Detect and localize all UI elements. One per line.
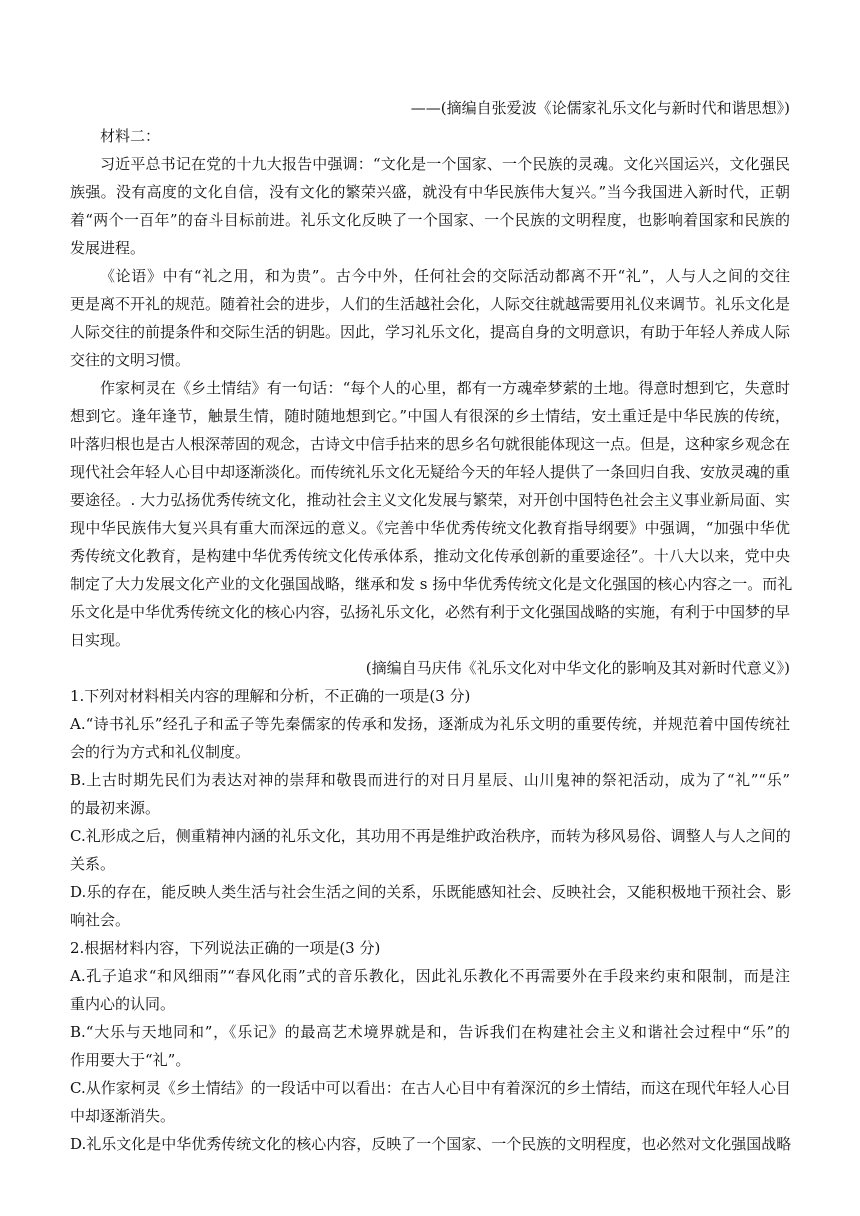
- question-1-option-c: C.礼形成之后，侧重精神内涵的礼乐文化，其功用不再是维护政治秩序，而转为移风易俗、调整人与人之间的: [70, 827, 791, 845]
- para3-line: 日实现。: [70, 631, 131, 649]
- para2-line: 《论语》中有“礼之用，和为贵”。古今中外，任何社会的交际活动都离不开“礼”，人与人之间的交往: [100, 267, 790, 285]
- para3-line: 乐文化是中华优秀传统文化的核心内容，弘扬礼乐文化，必然有利于文化强国战略的实施，有利于中国梦的早: [70, 603, 791, 621]
- question-1-option-d-cont: 响社会。: [70, 911, 131, 929]
- question-1-option-d: D.乐的存在，能反映人类生活与社会生活之间的关系，乐既能感知社会、反映社会，又能积极地干预社会、影: [70, 883, 792, 901]
- question-1-option-a-cont: 会的行为方式和礼仪制度。: [70, 743, 251, 761]
- para3-line: 作家柯灵在《乡土情结》有一句话：“每个人的心里，都有一方魂牵梦萦的土地。得意时想到它，失意时: [100, 379, 790, 397]
- question-2-option-a: A.孔子追求“和风细雨”“春风化雨”式的音乐教化，因此礼乐教化不再需要外在手段来约束和限制，而是注: [70, 967, 790, 985]
- para3-line: 秀传统文化教育，是构建中华优秀传统文化传承体系，推动文化传承创新的重要途径”。十八大以来，党中央: [70, 547, 790, 565]
- para1-line: 着“两个一百年”的奋斗目标前进。礼乐文化反映了一个国家、一个民族的文明程度，也影响着国家和民族的: [70, 211, 790, 229]
- para1-line: 族强。没有高度的文化自信，没有文化的繁荣兴盛，就没有中华民族伟大复兴。”当今我国进入新时代，正朝: [70, 183, 790, 201]
- para3-line: 要途径。. 大力弘扬优秀传统文化，推动社会主义文化发展与繁荣，对开创中国特色社会主义事业新局面、实: [70, 491, 790, 509]
- question-1-option-c-cont: 关系。: [70, 855, 116, 873]
- para2-line: 更是离不开礼的规范。随着社会的进步，人们的生活越社会化，人际交往就越需要用礼仪来调节。礼乐文化是: [70, 295, 791, 313]
- source-citation-1: ——(摘编自张爱波《论儒家礼乐文化与新时代和谐思想》): [410, 99, 790, 117]
- para3-line: 叶落归根也是古人根深蒂固的观念，古诗文中信手拈来的思乡名句就很能体现这一点。但是，这种家乡观念在: [70, 435, 791, 453]
- para3-line: 现代社会年轻人心目中却逐渐淡化。而传统礼乐文化无疑给今天的年轻人提供了一条回归自我、安放灵魂的重: [70, 463, 791, 481]
- question-2-option-b: B.“大乐与天地同和”，《乐记》的最高艺术境界就是和，告诉我们在构建社会主义和谐社会过程中“乐”的: [70, 1023, 790, 1041]
- para2-line: 交往的文明习惯。: [70, 351, 191, 369]
- question-2-option-d: D.礼乐文化是中华优秀传统文化的核心内容，反映了一个国家、一个民族的文明程度，也必然对文化强国战略: [70, 1135, 792, 1153]
- para2-line: 人际交往的前提条件和交际生活的钥匙。因此，学习礼乐文化，提高自身的文明意识，有助于年轻人养成人际: [70, 323, 791, 341]
- question-2-option-c: C.从作家柯灵《乡土情结》的一段话中可以看出：在古人心目中有着深沉的乡土情结，而这在现代年轻人心目: [70, 1079, 791, 1097]
- para3-line: 制定了大力发展文化产业的文化强国战略，继承和发 s 扬中华优秀传统文化是文化强国的核心内容之一。而礼: [70, 575, 793, 593]
- question-1-stem: 1.下列对材料相关内容的理解和分析，不正确的一项是(3 分): [70, 687, 471, 705]
- question-2-stem: 2.根据材料内容，下列说法正确的一项是(3 分): [70, 939, 381, 957]
- material-2-heading: 材料二：: [100, 127, 161, 145]
- para1-line: 习近平总书记在党的十九大报告中强调：“文化是一个国家、一个民族的灵魂。文化兴国运兴，文化强民: [100, 155, 790, 173]
- question-2-option-a-cont: 重内心的认同。: [70, 995, 176, 1013]
- para3-line: 现中华民族伟大复兴具有重大而深远的意义。《完善中华优秀传统文化教育指导纲要》中强调，“加强中华优: [70, 519, 790, 537]
- para1-line: 发展进程。: [70, 239, 146, 257]
- question-1-option-b-cont: 的最初来源。: [70, 799, 161, 817]
- question-2-option-b-cont: 作用要大于“礼”。: [70, 1051, 191, 1069]
- source-citation-2: (摘编自马庆伟《礼乐文化对中华文化的影响及其对新时代意义》): [365, 659, 790, 677]
- question-1-option-b: B.上古时期先民们为表达对神的崇拜和敬畏而进行的对日月星辰、山川鬼神的祭祀活动，成为了“礼”“乐”: [70, 771, 790, 789]
- question-1-option-a: A.“诗书礼乐”经孔子和孟子等先秦儒家的传承和发扬，逐渐成为礼乐文明的重要传统，并规范着中国传统社: [70, 715, 790, 733]
- question-2-option-c-cont: 中却逐渐消失。: [70, 1107, 176, 1125]
- para3-line: 想到它。逢年逢节，触景生情，随时随地想到它。”中国人有很深的乡土情结，安土重迁是中华民族的传统，: [70, 407, 790, 425]
